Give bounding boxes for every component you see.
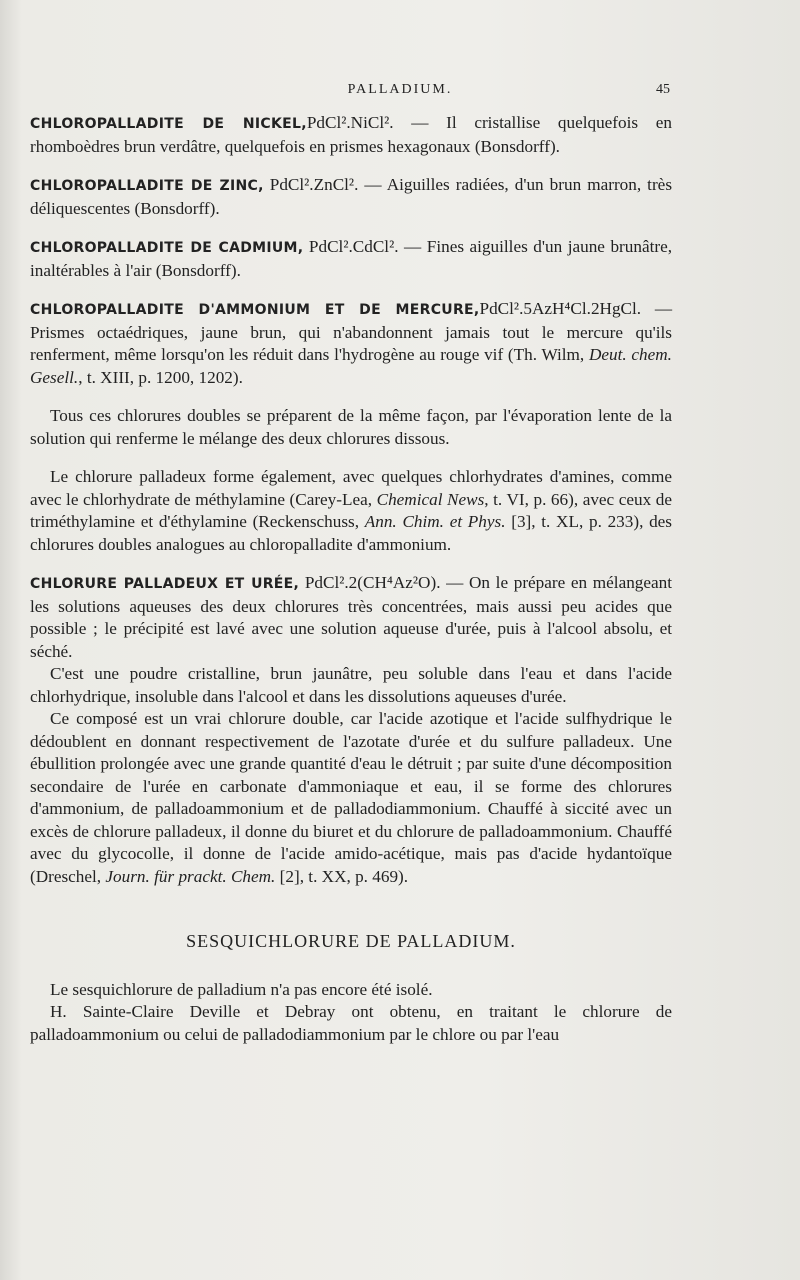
entry-cadmium [30, 236, 672, 282]
section-heading: SESQUICHLORURE DE PALLADIUM. [186, 931, 516, 951]
citation-reference: Journ. für prackt. Chem. [105, 866, 276, 886]
entry-term: CHLOROPALLADITE DE NICKEL, [30, 116, 307, 132]
citation-reference: Deut. chem. Gesell. [30, 345, 672, 387]
paragraph-deville-debray: H. Sainte-Claire Deville et Debray ont obtenu, en traitant le chlorure de palladoammonium ou celui de palladodiammonium par le chlore ou par l'eau [30, 1002, 672, 1044]
entry-text: — Fines aiguilles d'un jaune brunâtre, inaltérables à l'air (Bonsdorff). [30, 237, 672, 280]
entry-formula: PdCl².2(CH⁴Az²O). [299, 573, 441, 592]
paragraph-text: , t. VI, p. 66), avec ceux de triméthylamine et d'éthylamine (Reckenschuss, [30, 489, 672, 531]
entry-term: CHLORURE PALLADEUX ET URÉE, [30, 576, 300, 592]
citation-reference: Ann. Chim. et Phys. [364, 512, 506, 531]
paragraph-amines [30, 466, 672, 556]
entry-formula: PdCl².ZnCl². [263, 175, 359, 194]
running-header [0, 82, 800, 102]
paragraph-poudre: C'est une poudre cristalline, brun jaunâtre, peu soluble dans l'eau et dans l'acide chlorhydrique, insoluble dans l'alcool et dans les dissolutions aqueuses d'urée. [30, 664, 672, 706]
entry-text: — Aiguilles radiées, d'un brun marron, très déliquescentes (Bonsdorff). [30, 175, 673, 218]
paragraph-compose [30, 708, 672, 888]
entry-term: CHLOROPALLADITE D'AMMONIUM ET DE MERCURE, [30, 302, 480, 318]
paragraph-chlorures-doubles: Tous ces chlorures doubles se préparent de la même façon, par l'évaporation lente de la solution qui renferme le mélange des deux chlorures dissous. [30, 406, 672, 448]
page-number: 45 [656, 82, 670, 97]
entry-term: CHLOROPALLADITE DE CADMIUM, [30, 240, 304, 256]
entry-formula: PdCl².NiCl². [306, 113, 394, 132]
entry-text: , t. XIII, p. 1200, 1202). [78, 367, 243, 387]
running-title: PALLADIUM. [347, 82, 453, 97]
entry-uree [30, 572, 672, 663]
entry-formula: PdCl².5AzH⁴Cl.2HgCl. [479, 299, 642, 318]
entry-term: CHLOROPALLADITE DE ZINC, [30, 178, 264, 194]
entry-zinc [30, 174, 672, 220]
paragraph-text: [2], t. XX, p. 469). [275, 866, 409, 886]
entry-text: — On le prépare en mélangeant les solutions aqueuses des deux chlorures très concentrées, mais aussi peu acides que possible ; le précipité est lavé avec une solution aqueuse d'urée, puis à l'alcool absolu, et séché. [30, 573, 673, 661]
citation-reference: Chemical News [376, 489, 485, 509]
paragraph-text: [3], t. XL, p. 233), des chlorures doubles analogues au chloropalladite d'ammonium. [30, 512, 672, 554]
entry-text: — Prismes octaédriques, jaune brun, qui n'abandonnent jamais tout le mercure qu'ils renferment, même lorsqu'on les réduit dans l'hydrogène au rouge vif (Th. Wilm, [30, 299, 672, 364]
entry-formula: PdCl².CdCl². [303, 237, 399, 256]
entry-nickel [30, 112, 672, 158]
paragraph-text: Le chlorure palladeux forme également, avec quelques chlorhydrates d'amines, comme avec le chlorhydrate de méthylamine (Carey-Lea, [30, 467, 672, 509]
page-body [30, 112, 672, 1046]
paragraph-text: Ce composé est un vrai chlorure double, car l'acide azotique et l'acide sulfhydrique le dédoublent en donnant respectivement de l'azotate d'urée et du sulfure palladeux. Une ébullition prolongée avec une grande quantité d'eau le détruit ; par suite d'une décomposition secondaire de l'urée en carbonate d'ammoniaque et eau, il se forme des chlorures d'ammonium, de palladoammonium et de palladodiammonium. Chauffé à siccité avec un excès de chlorure palladeux, il donne du biuret et du chlorure de palladoammonium. Chauffé avec du glycocolle, il donne de l'acide amido-acétique, mais pas d'acide hydantoïque (Dreschel, [30, 709, 672, 886]
paragraph-sesquichlorure: Le sesquichlorure de palladium n'a pas encore été isolé. [50, 979, 433, 999]
entry-text: — Il cristallise quelquefois en rhomboèdres brun verdâtre, quelquefois en prismes hexagonaux (Bonsdorff). [30, 113, 673, 156]
entry-ammonium-mercure [30, 298, 672, 389]
